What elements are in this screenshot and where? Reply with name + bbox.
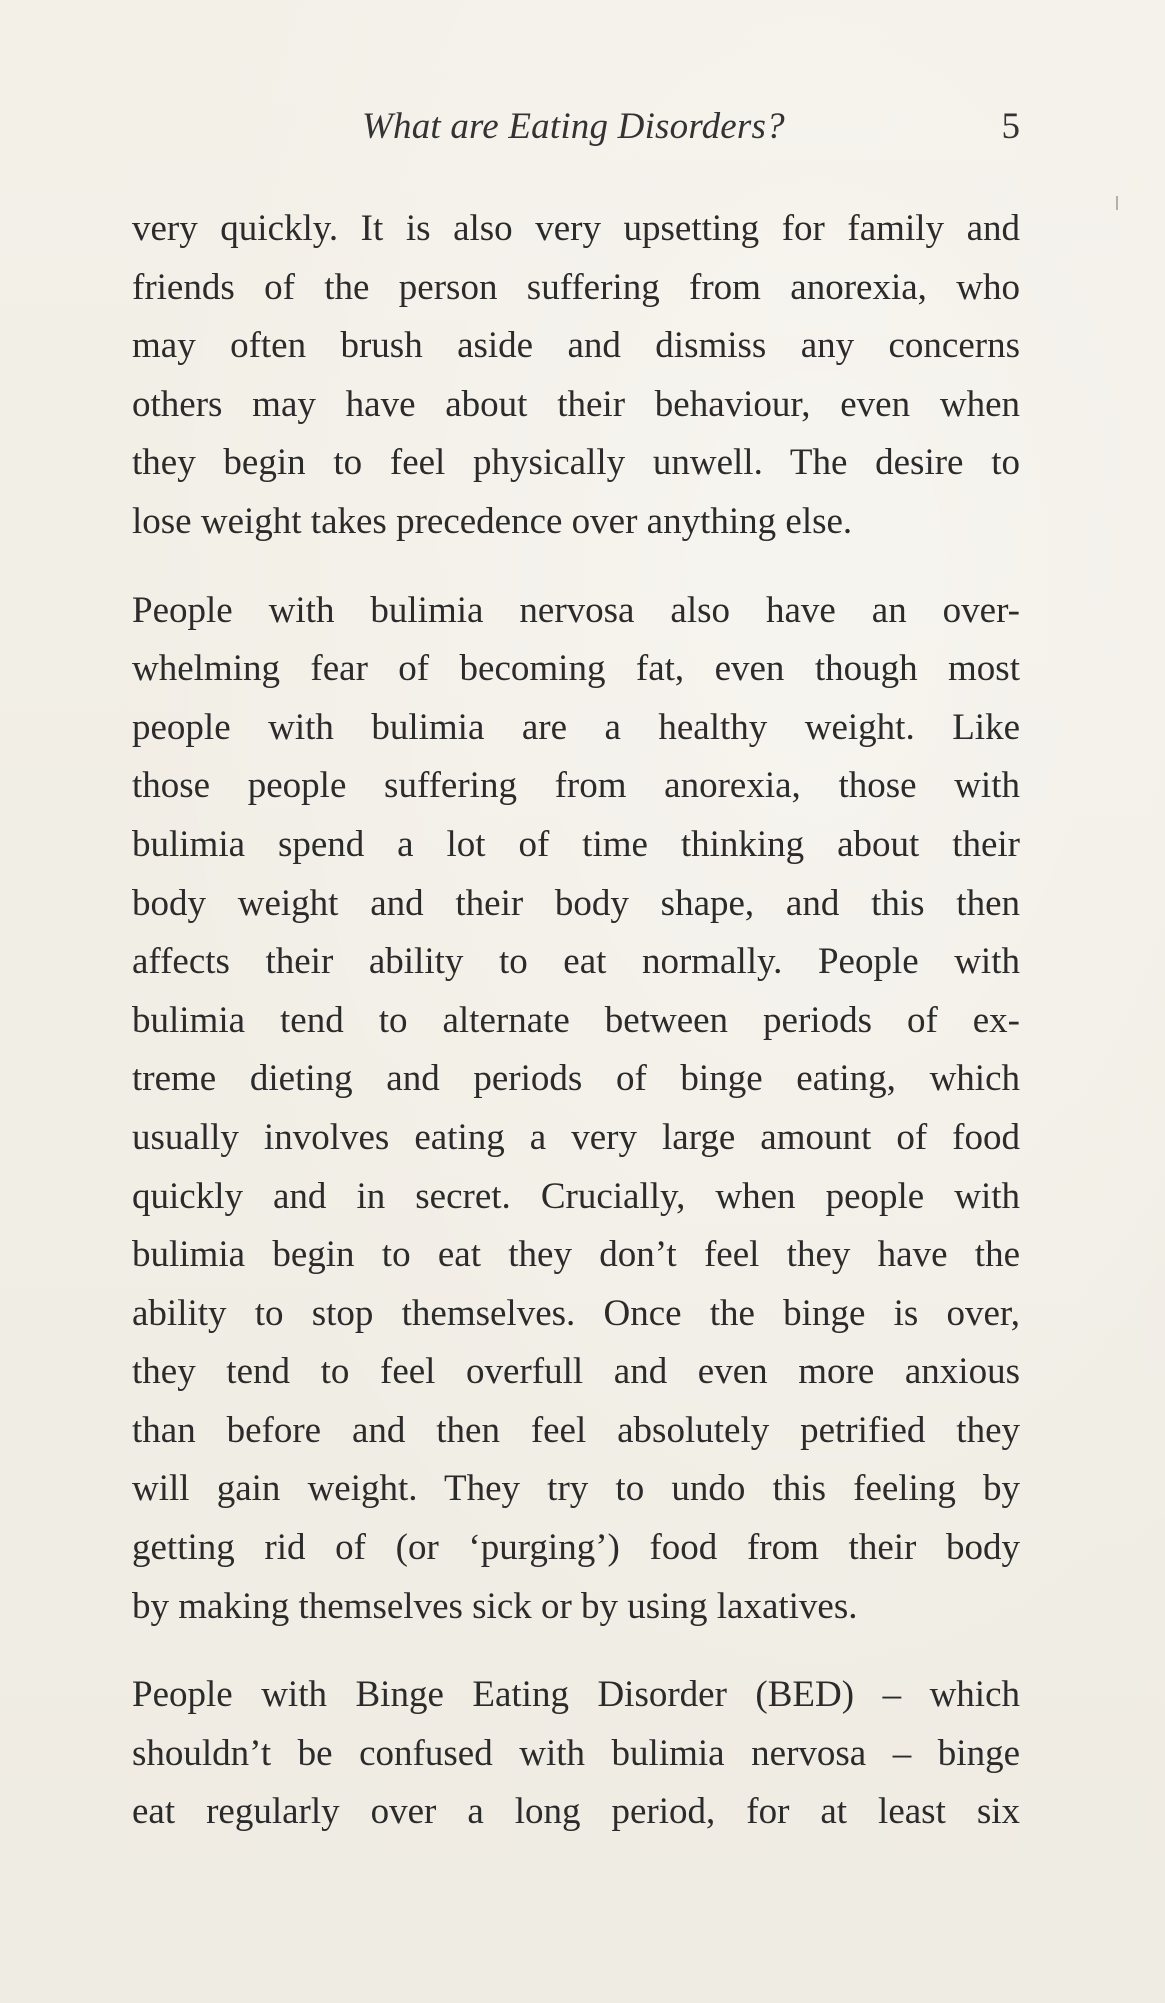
text-line: they begin to feel physically unwell. The desire to bbox=[132, 442, 1020, 484]
text-line: ability to stop themselves. Once the binge is over, bbox=[132, 1292, 1020, 1334]
text-line: bulimia begin to eat they don’t feel they have the bbox=[132, 1234, 1020, 1276]
text-line: people with bulimia are a healthy weight. Like bbox=[132, 706, 1020, 748]
text-line: they tend to feel overfull and even more anxious bbox=[132, 1351, 1020, 1393]
text-line: shouldn’t be confused with bulimia nervosa – binge bbox=[132, 1732, 1020, 1774]
paragraph-gap bbox=[132, 1636, 1020, 1666]
page-number: 5 bbox=[1001, 106, 1020, 147]
text-line: getting rid of (or ‘purging’) food from their body bbox=[132, 1527, 1020, 1569]
text-line: affects their ability to eat normally. People with bbox=[132, 941, 1020, 983]
paragraph-gap bbox=[132, 552, 1020, 582]
text-line: treme dieting and periods of binge eating, which bbox=[132, 1058, 1020, 1100]
text-line: body weight and their body shape, and this then bbox=[132, 882, 1020, 924]
text-line: usually involves eating a very large amount of food bbox=[132, 1116, 1020, 1158]
text-line: will gain weight. They try to undo this feeling by bbox=[132, 1468, 1020, 1510]
running-head: What are Eating Disorders? bbox=[362, 106, 785, 147]
text-line: those people suffering from anorexia, those with bbox=[132, 765, 1020, 807]
text-line: eat regularly over a long period, for at least six bbox=[132, 1791, 1020, 1833]
text-line: by making themselves sick or by using laxatives. bbox=[132, 1585, 858, 1627]
text-line: very quickly. It is also very upsetting for family and bbox=[132, 208, 1020, 249]
margin-mark bbox=[1116, 196, 1118, 210]
page-header bbox=[132, 105, 1020, 165]
text-line: bulimia spend a lot of time thinking about their bbox=[132, 823, 1020, 865]
text-line: may often brush aside and dismiss any concerns bbox=[132, 325, 1020, 367]
text-line: lose weight takes precedence over anything else. bbox=[132, 500, 853, 542]
body-text bbox=[132, 200, 1020, 1842]
text-line: People with Binge Eating Disorder (BED) – which bbox=[132, 1674, 1020, 1716]
text-line: whelming fear of becoming fat, even though most bbox=[132, 648, 1020, 690]
text-line: quickly and in secret. Crucially, when people with bbox=[132, 1175, 1020, 1217]
text-line: others may have about their behaviour, even when bbox=[132, 383, 1020, 425]
text-line: friends of the person suffering from anorexia, who bbox=[132, 266, 1020, 308]
text-line: bulimia tend to alternate between periods of ex- bbox=[132, 999, 1020, 1041]
paragraph bbox=[132, 1666, 1020, 1842]
text-line: People with bulimia nervosa also have an over- bbox=[132, 589, 1020, 631]
paragraph bbox=[132, 582, 1020, 1637]
paragraph bbox=[132, 200, 1020, 552]
text-line: than before and then feel absolutely petrified they bbox=[132, 1409, 1020, 1451]
